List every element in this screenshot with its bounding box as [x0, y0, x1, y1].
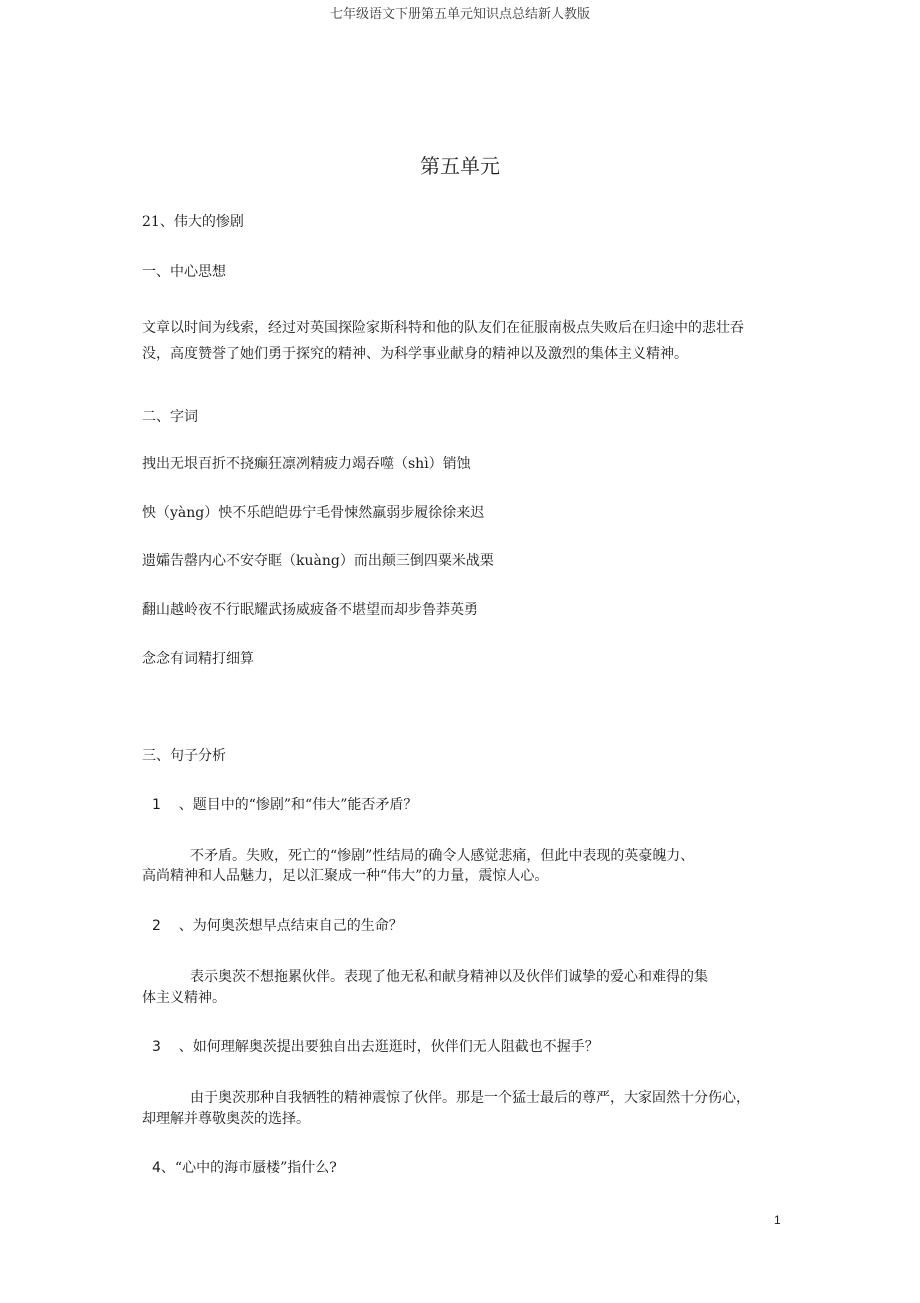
- question-text: 、题目中的“惨剧”和“伟大”能否矛盾？: [178, 797, 418, 813]
- section-heading-central-idea: 一、中心思想: [142, 264, 226, 280]
- question-item: [152, 1036, 599, 1056]
- answer-line: 表示奥茨不想拖累伙伴。表现了他无私和献身精神以及伙伴们诚挚的爱心和难得的集: [190, 969, 708, 985]
- vocabulary-line: 拽出无垠百折不挠癫狂凛冽精疲力竭吞噬（shì）销蚀: [142, 456, 471, 472]
- question-text: 、如何理解奥茨提出要独自出去逛逛时，伙伴们无人阻截也不握手？: [178, 1039, 599, 1055]
- section-heading-sentence-analysis: 三、句子分析: [142, 748, 226, 764]
- vocabulary-line: 怏（yàng）怏不乐皑皑毋宁毛骨悚然羸弱步履徐徐来迟: [142, 505, 485, 521]
- lesson-title: 21、伟大的惨剧: [142, 214, 244, 230]
- unit-title: 第五单元: [420, 154, 500, 178]
- document-header: 七年级语文下册第五单元知识点总结新人教版: [329, 7, 590, 22]
- question-item: [152, 915, 403, 935]
- question-number: 4: [152, 1160, 161, 1176]
- central-idea-paragraph: 文章以时间为线索，经过对英国探险家斯科特和他的队友们在征服南极点失败后在归途中的悲壮吞没，高度赞誉了她们勇于探究的精神、为科学事业献身的精神以及激烈的集体主义精神。: [142, 320, 744, 362]
- answer-line: 不矛盾。失败，死亡的“惨剧”性结局的确令人感觉悲痛，但此中表现的英豪魄力、: [190, 848, 695, 864]
- answer-line: 由于奥茨那种自我牺牲的精神震惊了伙伴。那是一个猛士最后的尊严，大家固然十分伤心，: [190, 1090, 750, 1106]
- question-number: 2: [152, 918, 161, 934]
- vocabulary-line: 念念有词精打细算: [142, 651, 254, 667]
- answer-line: 高尚精神和人品魅力，足以汇聚成一种“伟大”的力量，震惊人心。: [142, 868, 549, 884]
- question-item: [152, 794, 417, 814]
- vocabulary-line: 翻山越岭夜不行眠耀武扬威疲备不堪望而却步鲁莽英勇: [142, 602, 478, 618]
- question-number: 1: [152, 797, 161, 813]
- question-text: 、“心中的海市蜃楼”指什么?: [160, 1160, 337, 1176]
- answer-line: 体主义精神。: [142, 990, 226, 1006]
- section-heading-vocabulary: 二、字词: [142, 409, 198, 425]
- question-number: 3: [152, 1039, 161, 1055]
- question-text: 、为何奥茨想早点结束自己的生命？: [178, 918, 403, 934]
- vocabulary-line: 遗孀告罄内心不安夺眶（kuàng）而出颠三倒四粟米战栗: [142, 553, 494, 569]
- question-item: [152, 1157, 337, 1177]
- answer-line: 却理解并尊敬奥茨的选择。: [142, 1111, 310, 1127]
- page-number: 1: [774, 1213, 781, 1227]
